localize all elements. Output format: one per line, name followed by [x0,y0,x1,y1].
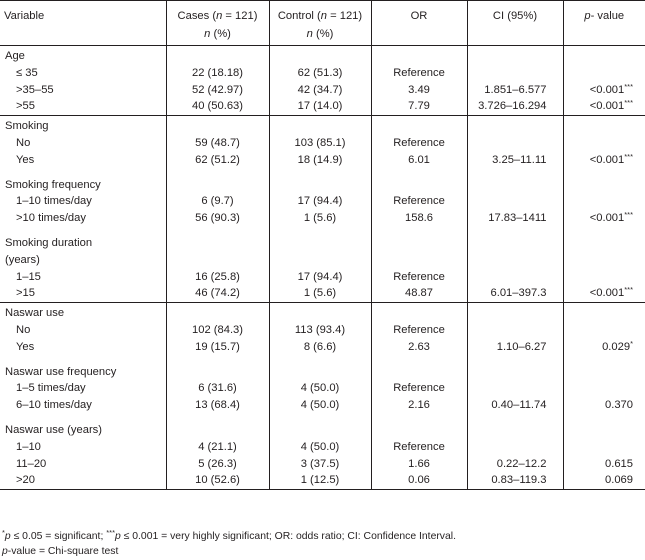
header-p-italic: p [584,10,591,22]
header-cases [166,1,269,26]
empty-cell [269,46,371,65]
table-body [0,46,645,490]
header-p-blank [563,25,645,46]
ci-value: 0.83–119.3 [467,472,563,489]
cases-value: 6 (31.6) [166,380,269,397]
category-row [0,116,645,135]
header-control-sub-n: n [306,28,313,40]
empty-cell [467,116,563,135]
or-value: Reference [371,439,467,456]
table-row [0,380,645,397]
significance-marker: *** [624,81,633,91]
cases-value: 6 (9.7) [166,193,269,210]
header-control-post: = 121) [326,10,363,22]
or-value: Reference [371,135,467,152]
cases-value: 10 (52.6) [166,472,269,489]
cases-value: 19 (15.7) [166,339,269,356]
control-value: 4 (50.0) [269,439,371,456]
significance-marker: *** [624,98,633,108]
empty-cell [166,422,269,439]
cases-value: 102 (84.3) [166,322,269,339]
spacer-cell [563,227,645,235]
spacer-cell [371,356,467,364]
table-footnotes [2,529,456,559]
control-value: 103 (85.1) [269,135,371,152]
spacer-cell [0,414,166,422]
table-row [0,439,645,456]
table-row [0,339,645,356]
table-row [0,322,645,339]
empty-cell [166,252,269,269]
p-value: <0.001 [589,212,625,225]
footnote-p-2: p [115,531,121,542]
p-value-cell [563,322,645,339]
control-value: 4 (50.0) [269,397,371,414]
empty-cell [467,364,563,381]
empty-cell [467,422,563,439]
header-control [269,1,371,26]
header-variable: Variable [4,10,45,22]
cases-value: 52 (42.97) [166,82,269,99]
or-value: 2.63 [371,339,467,356]
spacer-cell [563,414,645,422]
empty-cell [563,303,645,322]
row-label: 1–5 times/day [16,382,86,395]
header-or: OR [371,1,467,26]
header-cases-sub-pct: (%) [210,28,231,40]
row-label: Yes [16,340,35,353]
row-label: Yes [16,153,35,166]
empty-cell [371,116,467,135]
ci-value: 3.726–16.294 [467,98,563,115]
p-value-cell [563,472,645,489]
header-variable-blank [0,25,166,46]
control-value: 1 (5.6) [269,210,371,227]
or-value: Reference [371,322,467,339]
ci-value: 3.25–11.11 [467,152,563,169]
category-label: Smoking duration [5,236,93,249]
table-row [0,285,645,302]
empty-cell [371,235,467,252]
empty-cell [269,303,371,322]
row-label: >35–55 [16,83,54,96]
cases-value: 59 (48.7) [166,135,269,152]
p-value-cell [563,339,645,356]
control-value: 8 (6.6) [269,339,371,356]
p-value-cell [563,193,645,210]
spacer-cell [371,414,467,422]
spacer-row [0,169,645,177]
table-row [0,456,645,473]
control-value: 62 (51.3) [269,65,371,82]
empty-cell [371,177,467,194]
cases-value: 56 (90.3) [166,210,269,227]
empty-cell [371,364,467,381]
spacer-cell [166,169,269,177]
footnote-line-1 [2,529,456,544]
ci-value [467,322,563,339]
control-value: 1 (5.6) [269,285,371,302]
or-value: Reference [371,65,467,82]
category-label: Smoking frequency [5,178,101,191]
p-value-cell [563,456,645,473]
row-label: ≤ 35 [16,66,38,79]
empty-cell [166,235,269,252]
ci-value: 17.83–1411 [467,210,563,227]
empty-cell [269,252,371,269]
row-label: 1–10 times/day [16,195,92,208]
row-label: >10 times/day [16,212,86,225]
table-header [0,1,645,46]
row-label: >20 [0,472,166,489]
ci-value: 0.40–11.74 [467,397,563,414]
control-value: 17 (94.4) [269,193,371,210]
spacer-cell [371,227,467,235]
row-label: No [16,323,31,336]
p-value-cell [563,82,645,99]
category-label: Smoking [5,120,49,133]
ci-value [467,193,563,210]
footnote-p-3: p [2,546,8,557]
table-row [0,98,645,115]
spacer-cell [269,169,371,177]
p-value: <0.001 [589,100,625,113]
or-value: 2.16 [371,397,467,414]
p-value-cell [563,210,645,227]
p-value-cell [563,269,645,286]
or-value: Reference [371,193,467,210]
ci-value: 1.851–6.577 [467,82,563,99]
spacer-cell [467,169,563,177]
control-value: 17 (94.4) [269,269,371,286]
empty-cell [563,252,645,269]
table-row [0,193,645,210]
p-value-cell [563,152,645,169]
ci-value: 1.10–6.27 [467,339,563,356]
table-row [0,135,645,152]
header-p-rest: - value [590,10,625,22]
category-row [0,252,645,269]
header-or-blank [371,25,467,46]
control-value: 1 (12.5) [269,472,371,489]
table-row [0,65,645,82]
spacer-cell [371,169,467,177]
significance-marker: *** [624,285,633,295]
header-cases-n: n [216,10,223,22]
control-value: 3 (37.5) [269,456,371,473]
p-value-cell [563,65,645,82]
or-value: 158.6 [371,210,467,227]
row-label: 1–10 [16,440,41,453]
spacer-cell [166,356,269,364]
p-value-cell [563,397,645,414]
empty-cell [563,235,645,252]
table-row [0,269,645,286]
empty-cell [467,252,563,269]
footnote-sup-2: *** [106,528,115,537]
empty-cell [166,116,269,135]
or-value: 48.87 [371,285,467,302]
p-value: <0.001 [589,287,625,300]
category-label: Age [5,50,25,62]
row-label: 11–20 [16,457,47,470]
spacer-row [0,414,645,422]
empty-cell [467,46,563,65]
empty-cell [371,303,467,322]
footnote-text-1: ≤ 0.05 = significant; [10,531,107,542]
table-row [0,472,645,489]
p-value-cell [563,439,645,456]
spacer-cell [269,227,371,235]
footnote-line-2 [2,544,456,559]
or-value: 3.49 [371,82,467,99]
category-row [0,364,645,381]
cases-value: 46 (74.2) [166,285,269,302]
footnote-text-2: ≤ 0.001 = very highly significant; OR: odds ratio; CI: Confidence Interval. [120,531,456,542]
category-row [0,177,645,194]
spacer-cell [563,356,645,364]
p-value: 0.615 [605,457,633,470]
empty-cell [371,46,467,65]
category-row [0,422,645,439]
ci-value [467,65,563,82]
empty-cell [166,303,269,322]
cases-value: 62 (51.2) [166,152,269,169]
p-value: <0.001 [589,83,625,96]
table-row [0,210,645,227]
header-control-sub-pct: (%) [312,28,334,40]
ci-value: 0.22–12.2 [467,456,563,473]
spacer-cell [0,169,166,177]
p-value-cell [563,98,645,115]
header-cases-sub [166,25,269,46]
ci-value [467,135,563,152]
or-value: 0.06 [371,472,467,489]
footnote-p-1: p [4,531,11,542]
spacer-row [0,227,645,235]
spacer-cell [0,227,166,235]
p-value-cell [563,135,645,152]
row-label: 6–10 times/day [16,399,92,412]
spacer-cell [166,414,269,422]
spacer-cell [467,227,563,235]
control-value: 42 (34.7) [269,82,371,99]
header-control-pre: Control ( [277,10,321,22]
ci-value [467,439,563,456]
row-label: >15 [0,285,166,302]
significance-marker: * [630,338,633,348]
empty-cell [371,252,467,269]
header-ci: CI (95%) [467,1,563,26]
header-cases-pre: Cases ( [177,10,217,22]
footnote-text-3: -value = Chi-square test [7,546,119,557]
cases-value: 13 (68.4) [166,397,269,414]
p-value: 0.029 [602,340,631,353]
cases-value: 16 (25.8) [166,269,269,286]
footnote-sup-1: * [2,528,5,537]
empty-cell [166,46,269,65]
empty-cell [371,422,467,439]
table-row [0,152,645,169]
empty-cell [269,422,371,439]
significance-marker: *** [624,210,633,220]
empty-cell [166,364,269,381]
empty-cell [563,46,645,65]
spacer-cell [269,414,371,422]
control-value: 113 (93.4) [269,322,371,339]
empty-cell [563,364,645,381]
empty-cell [467,235,563,252]
category-row [0,46,645,65]
table-row [0,82,645,99]
row-label: No [16,136,31,149]
cases-value: 22 (18.18) [166,65,269,82]
header-control-n: n [320,10,327,22]
spacer-cell [166,227,269,235]
header-control-sub [269,25,371,46]
row-label: >55 [0,98,166,115]
p-value: <0.001 [589,153,625,166]
category-label: Naswar use [5,307,65,320]
header-p-value [563,1,645,26]
empty-cell [269,364,371,381]
p-value: 0.370 [605,399,633,412]
row-label: 1–15 [16,270,41,283]
category-label: (years) [5,253,40,266]
significance-marker: *** [624,151,633,161]
ci-value [467,269,563,286]
spacer-cell [563,169,645,177]
or-value: 7.79 [371,98,467,115]
category-label: Naswar use (years) [5,423,102,436]
empty-cell [563,177,645,194]
empty-cell [166,177,269,194]
header-ci-blank [467,25,563,46]
category-row [0,235,645,252]
spacer-cell [467,356,563,364]
empty-cell [467,303,563,322]
or-value: Reference [371,269,467,286]
p-value-cell [563,285,645,302]
or-value: 1.66 [371,456,467,473]
spacer-cell [0,356,166,364]
or-value: Reference [371,380,467,397]
spacer-cell [467,414,563,422]
empty-cell [269,177,371,194]
control-value: 4 (50.0) [269,380,371,397]
control-value: 17 (14.0) [269,98,371,115]
ci-value: 6.01–397.3 [467,285,563,302]
category-row [0,303,645,322]
p-value-cell [563,380,645,397]
empty-cell [563,116,645,135]
empty-cell [563,422,645,439]
ci-value [467,380,563,397]
empty-cell [269,116,371,135]
empty-cell [467,177,563,194]
category-label: Naswar use frequency [5,365,117,378]
cases-value: 4 (21.1) [166,439,269,456]
cases-value: 5 (26.3) [166,456,269,473]
table-row [0,397,645,414]
or-value: 6.01 [371,152,467,169]
p-value: 0.069 [605,474,633,487]
spacer-cell [269,356,371,364]
cases-value: 40 (50.63) [166,98,269,115]
spacer-row [0,356,645,364]
header-cases-post: = 121) [222,10,258,22]
control-value: 18 (14.9) [269,152,371,169]
empty-cell [269,235,371,252]
header-cases-sub-n: n [204,28,211,40]
